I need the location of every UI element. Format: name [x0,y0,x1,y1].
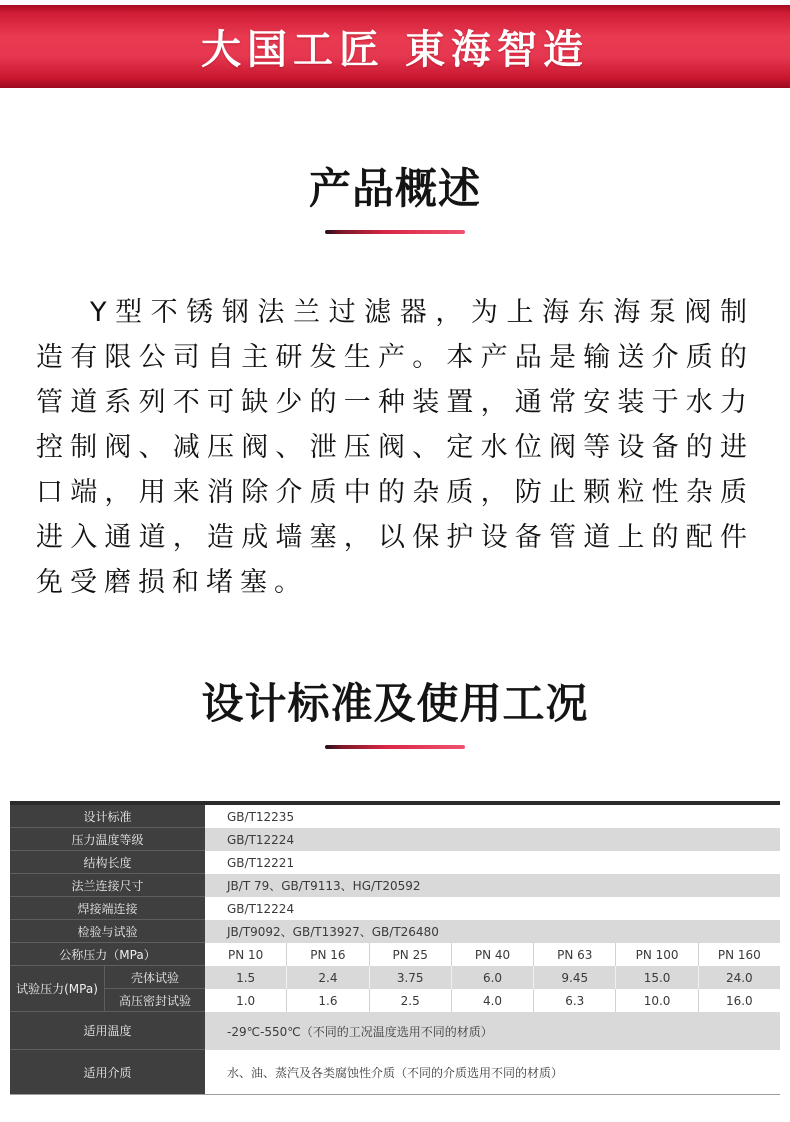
table-row-inspection-test [10,920,780,943]
table-row-shell-test [105,966,780,989]
spec-table [10,801,780,1095]
sub-row-label: 高压密封试验 [105,989,205,1012]
table-row-design-standard [10,805,780,828]
table-row-structure-length [10,851,780,874]
sub-row-label: 壳体试验 [105,966,205,989]
row-value: GB/T12221 [205,851,780,874]
value-cell: 2.5 [369,989,451,1012]
banner-ribbon [0,5,790,88]
row-label: 焊接端连接 [10,897,205,920]
row-label: 适用介质 [10,1050,205,1094]
value-cell: 9.45 [533,966,615,989]
shell-test-cells [205,966,780,989]
row-label: 公称压力（MPa） [10,943,205,966]
row-label: 压力温度等级 [10,828,205,851]
row-value: GB/T12235 [205,805,780,828]
row-label: 检验与试验 [10,920,205,943]
value-cell: 1.5 [236,970,256,985]
seal-test-cells [205,989,780,1012]
value-cell: 2.4 [286,966,368,989]
pn-cell: PN 40 [451,943,533,966]
table-row-nominal-pressure [10,943,780,966]
table-row-weld-end [10,897,780,920]
nominal-pressure-cells [205,943,780,966]
table-row-seal-test [105,989,780,1012]
row-label: 设计标准 [10,805,205,828]
table-row-test-pressure [10,966,780,1012]
row-label: 适用温度 [10,1012,205,1050]
pn-cell: PN 25 [369,943,451,966]
value-cell: 6.0 [451,966,533,989]
row-value: -29℃-550℃（不同的工况温度选用不同的材质） [205,1012,780,1050]
row-value: JB/T9092、GB/T13927、GB/T26480 [205,920,780,943]
title-underline-specs [325,745,465,749]
table-row-temperature [10,1012,780,1050]
title-underline-overview [325,230,465,234]
section-title-overview: 产品概述 [308,164,481,213]
pn-cell: PN 10 [227,947,264,962]
section-title-specs: 设计标准及使用工况 [201,679,589,728]
value-cell: 15.0 [615,966,697,989]
value-cell: 24.0 [698,966,780,989]
value-cell: 16.0 [698,989,780,1012]
row-label: 结构长度 [10,851,205,874]
pn-cell: PN 160 [698,943,780,966]
value-cell: 10.0 [615,989,697,1012]
row-value: JB/T 79、GB/T9113、HG/T20592 [205,874,780,897]
pn-cell: PN 100 [615,943,697,966]
value-cell: 1.6 [286,989,368,1012]
value-cell: 4.0 [451,989,533,1012]
row-label: 法兰连接尺寸 [10,874,205,897]
table-row-flange-dimensions [10,874,780,897]
pn-cell: PN 16 [286,943,368,966]
banner-title: 大国工匠 東海智造 [201,27,589,73]
row-value: GB/T12224 [205,897,780,920]
test-pressure-label: 试验压力(MPa) [10,966,105,1012]
table-row-media [10,1050,780,1094]
value-cell: 1.0 [236,993,256,1008]
table-row-pressure-temp-class [10,828,780,851]
row-value: 水、油、蒸汽及各类腐蚀性介质（不同的介质选用不同的材质） [205,1050,780,1094]
pn-cell: PN 63 [533,943,615,966]
row-value: GB/T12224 [205,828,780,851]
value-cell: 6.3 [533,989,615,1012]
value-cell: 3.75 [369,966,451,989]
product-intro-paragraph: Y型不锈钢法兰过滤器，为上海东海泵阀制造有限公司自主研发生产。本产品是输送介质的管道系列不可缺少的一种装置，通常安装于水力控制阀、减压阀、泄压阀、定水位阀等设备的进口端，用来消除介质中的杂质，防止颗粒性杂质进入通道，造成墙塞，以保护设备管道上的配件免受磨损和堵塞。 [36,297,754,598]
